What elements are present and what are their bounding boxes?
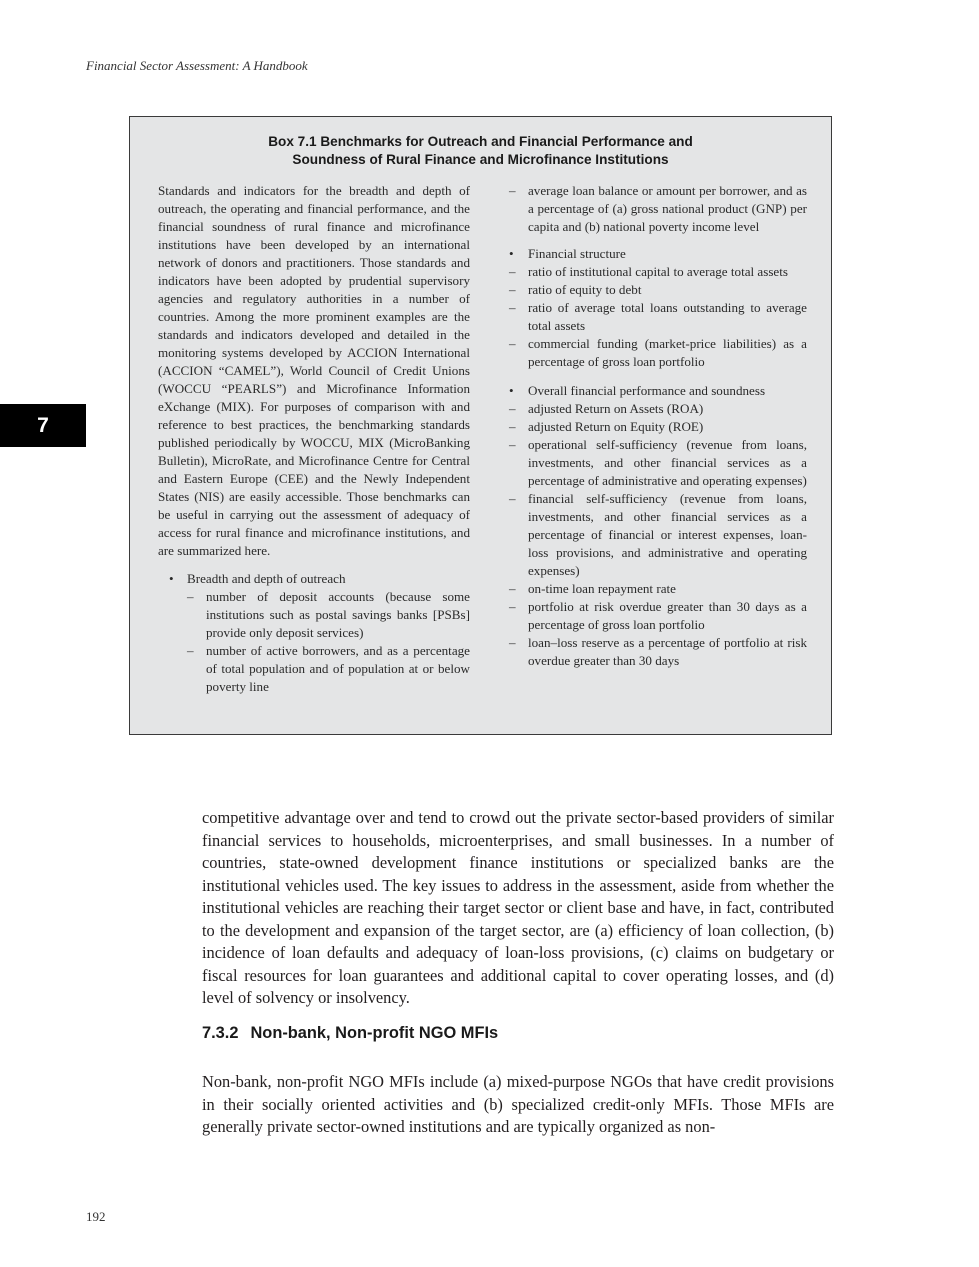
dash-marker: –: [509, 282, 516, 297]
dash-marker: –: [509, 437, 516, 452]
list-item: [509, 418, 807, 436]
box-intro-paragraph: Standards and indicators for the breadth and depth of outreach, the operating and financial performance, and the financial soundness of rural finance and microfinance institutions have been developed by an international network of donors and practitioners. Those standards and indicators have been adopted by prudential supervisory agencies and regulatory authorities in a number of countries. Among the more prominent examples are the standards and indicators developed and detailed in the monitoring systems developed by ACCION International (ACCION “CAMEL”), World Council of Credit Unions (WOCCU “PEARLS”) and Microfinance Information eXchange (MIX). For purposes of comparison with and reference to best practices, the benchmarking standards published periodically by WOCCU, MIX (MicroBanking Bulletin), MicroRate, and Microfinance Centre for Central and Eastern Europe (CEE) and the Newly Independent States (NIS) are easily accessible. Those benchmarks can be useful in carrying out the assessment of adequacy of access for rural finance and microfinance institutions, and are summarized here.: [158, 183, 470, 558]
section-number: 7.3.2: [202, 1024, 239, 1042]
dash-marker: –: [187, 643, 194, 658]
list-item-text: operational self-sufficiency (revenue from loans, investments, and other financial services as a percentage of administrative and operating expenses): [528, 437, 807, 488]
dash-marker: –: [509, 599, 516, 614]
bullet-label: Financial structure: [528, 246, 626, 261]
section-title: Non-bank, Non-profit NGO MFIs: [250, 1024, 499, 1042]
list-item-text: loan–loss reserve as a percentage of portfolio at risk overdue greater than 30 days: [528, 635, 807, 668]
dash-marker: –: [509, 264, 516, 279]
box-title: [130, 133, 831, 169]
bullet-marker: •: [509, 246, 514, 261]
list-item-text: adjusted Return on Equity (ROE): [528, 419, 704, 434]
box-title-line-1: Box 7.1 Benchmarks for Outreach and Financial Performance and: [268, 134, 693, 149]
bullet-label: Breadth and depth of outreach: [187, 571, 346, 586]
page-number: 192: [86, 1209, 106, 1224]
list-item-text: number of active borrowers, and as a percentage of total population and of population at or below poverty line: [206, 643, 470, 694]
list-item-text: ratio of institutional capital to average total assets: [528, 264, 788, 279]
dash-marker: –: [509, 581, 516, 596]
list-item: [509, 263, 807, 281]
dash-marker: –: [509, 300, 516, 315]
list-item-text: average loan balance or amount per borrower, and as a percentage of (a) gross national product (GNP) per capita and (b) national poverty income level: [528, 183, 807, 234]
dash-marker: –: [509, 336, 516, 351]
list-item: [187, 588, 470, 642]
running-head: Financial Sector Assessment: A Handbook: [86, 58, 308, 73]
dash-marker: –: [509, 491, 516, 506]
bullet-breadth-depth: [158, 570, 470, 696]
list-item-text: financial self-sufficiency (revenue from loans, investments, and other financial services as a percentage of financial or interest expenses, loan-loss provisions, and administrative and operating expenses): [528, 491, 807, 578]
dash-marker: –: [509, 401, 516, 416]
box-left-column: [158, 182, 470, 696]
dash-marker: –: [509, 419, 516, 434]
list-item: [509, 400, 807, 418]
list-item-text: on-time loan repayment rate: [528, 581, 676, 596]
list-item: [509, 299, 807, 335]
list-item: [187, 642, 470, 696]
list-item-text: number of deposit accounts (because some institutions such as postal savings banks [PSBs] provide only deposit services): [206, 589, 470, 640]
box-right-column: [509, 182, 807, 670]
section-heading: [202, 1024, 498, 1043]
body-paragraph-1: competitive advantage over and tend to crowd out the private sector-based providers of similar financial services to households, microenterprises, and small businesses. In a number of countries, state-owned development finance institutions or specialized banks are the institutional vehicles used. The key issues to address in the assessment, aside from whether the institutional vehicles are reaching their target sector or client base and have, in fact, contributed to the development and expansion of the target sector, are (a) efficiency of loan collection, (b) incidence of loan defaults and adequacy of loan-loss provisions, (c) claims on budgetary or fiscal resources for loan guarantees and additional capital to cover operating losses, and (d) level of solvency or insolvency.: [202, 808, 834, 1008]
list-item-text: portfolio at risk overdue greater than 30 days as a percentage of gross loan portfolio: [528, 599, 807, 632]
list-item: [509, 490, 807, 580]
list-item-text: commercial funding (market-price liabilities) as a percentage of gross loan portfolio: [528, 336, 807, 369]
box-7-1: [129, 116, 832, 735]
list-item-text: adjusted Return on Assets (ROA): [528, 401, 704, 416]
box-title-line-2: Soundness of Rural Finance and Microfinance Institutions: [292, 152, 669, 167]
list-item: [509, 436, 807, 490]
bullet-marker: •: [169, 571, 174, 586]
dash-marker: –: [509, 183, 516, 198]
list-item-text: ratio of average total loans outstanding to average total assets: [528, 300, 807, 333]
dash-marker: –: [509, 635, 516, 650]
chapter-tab: 7: [0, 404, 86, 447]
body-paragraph-2: Non-bank, non-profit NGO MFIs include (a) mixed-purpose NGOs that have credit provisions in their socially oriented activities and (b) specialized credit-only MFIs. Those MFIs are generally private sector-owned institutions and are typically organized as non-: [202, 1072, 834, 1137]
list-item: [509, 335, 807, 371]
dash-marker: –: [187, 589, 194, 604]
list-item: [509, 281, 807, 299]
bullet-financial-structure: [509, 245, 807, 263]
bullet-label: Overall financial performance and soundness: [528, 383, 766, 398]
list-item: [509, 598, 807, 634]
list-item-text: ratio of equity to debt: [528, 282, 642, 297]
list-item: [509, 182, 807, 236]
bullet-marker: •: [509, 383, 514, 398]
list-item: [509, 580, 807, 598]
bullet-overall-performance: [509, 382, 807, 400]
list-item: [509, 634, 807, 670]
